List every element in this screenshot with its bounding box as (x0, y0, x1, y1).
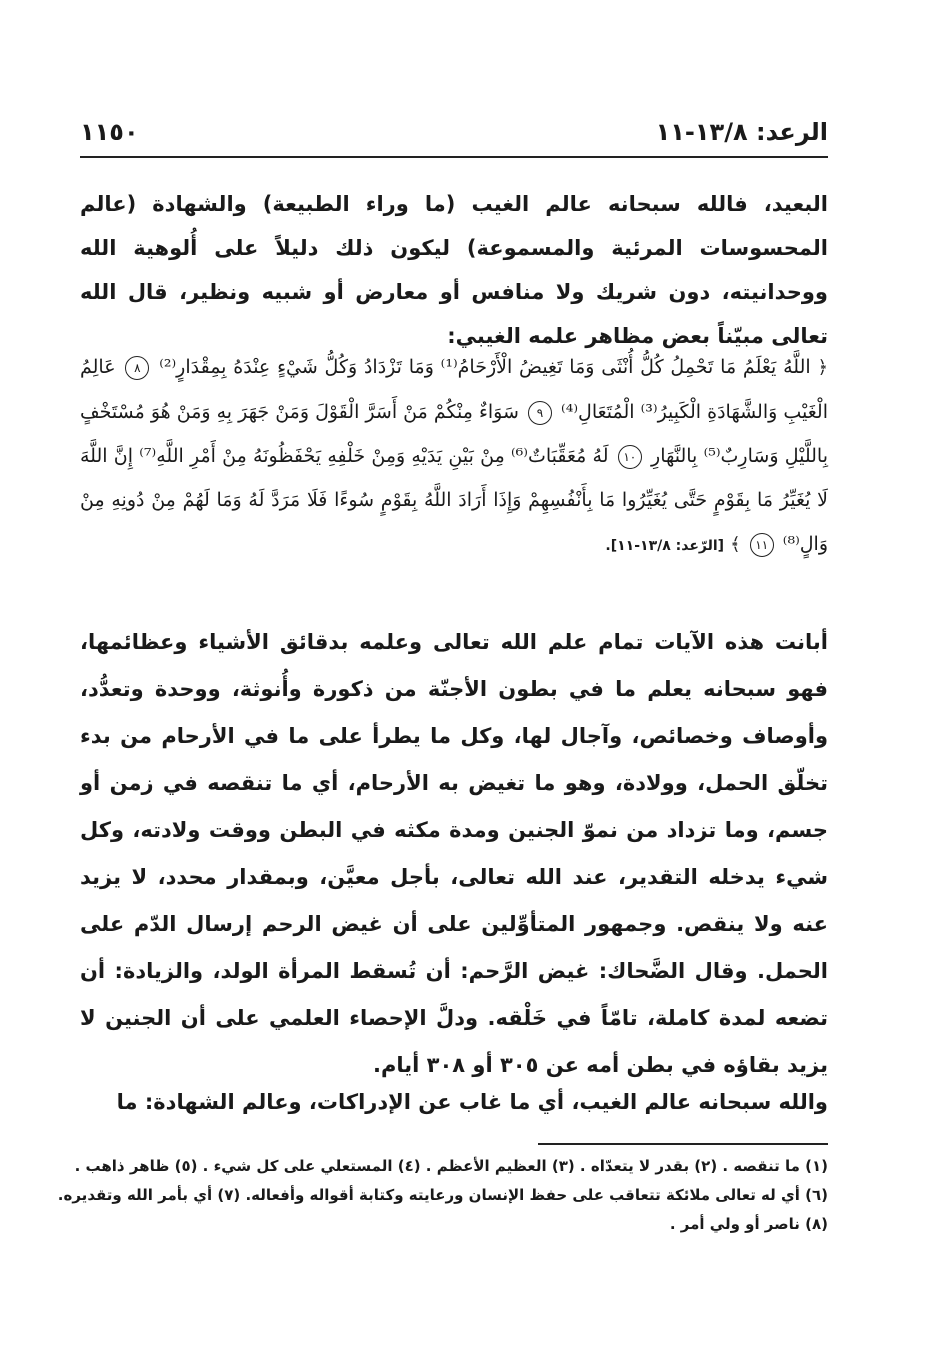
ayah-number-marker: ٩ (528, 401, 552, 425)
verse-11-text: لَهُ مُعَقِّبَاتٌ⁽⁶⁾ مِنْ بَيْنِ يَدَيْهِ وَمِنْ خَلْفِهِ يَحْفَظُونَهُ مِنْ أَمْرِ اللَّهِ⁽⁷⁾ إِنَّ اللَّهَ لَا يُغَيِّرُ مَا بِقَوْمٍ حَتَّى يُغَيِّرُوا مَا بِأَنْفُسِهِمْ وَإِذَا أَرَادَ اللَّهُ بِقَوْمٍ سُوءًا فَلَا مَرَدَّ لَهُ وَمَا لَهُمْ مِنْ دُونِهِ مِنْ وَالٍ⁽⁸⁾ (80, 445, 828, 555)
footnotes (57, 1152, 828, 1239)
verse-10-text: سَوَاءٌ مِنْكُمْ مَنْ أَسَرَّ الْقَوْلَ وَمَنْ جَهَرَ بِهِ وَمَنْ هُوَ مُسْتَخْفٍ بِاللَّيْلِ وَسَارِبٌ⁽⁵⁾ بِالنَّهَارِ (80, 401, 829, 467)
footnote-line: (١) ما تنقصه . (٢) بقدر لا يتعدّاه . (٣) العظيم الأعظم . (٤) المستعلي على كل شيء . (٥) ظاهر ذاهب . (74, 1157, 828, 1175)
ayah-number-marker: ٨ (125, 356, 149, 380)
ayah-number-marker: ١٠ (618, 445, 642, 469)
closing-paragraph: والله سبحانه عالم الغيب، أي ما غاب عن الإدراكات، وعالم الشهادة: ما (116, 1090, 828, 1114)
commentary-paragraph: أبانت هذه الآيات تمام علم الله تعالى وعلمه بدقائق الأشياء وعظائمها، فهو سبحانه يعلم ما في بطون الأجنّة من ذكورة وأُنوثة، ووحدة وتعدُّد، وأوصاف وخصائص، وآجال لها، وكل ما يطرأ على ما في الأرحام من بدء تخلّق الحمل، وولادة، وهو ما تغيض به الأرحام، أي ما تنقصه في زمن أو جسم، وما تزداد من نموّ الجنين ومدة مكثه في البطن ووقت ولادته، وكل شيء يدخله التقدير، عند الله تعالى، بأجل معيَّن، وبمقدار محدد، لا يزيد عنه ولا ينقص. وجمهور المتأوِّلين على أن غيض الرحم إرسال الدّم على الحمل. وقال الضَّحاك: غيض الرَّحم: أن تُسقط المرأة الولد، والزيادة: أن تضعه لمدة كاملة، تامّاً في خَلْقه. ودلَّ الإحصاء العلمي على أن الجنين لا يزيد بقاؤه في بطن أمه عن ٣٠٥ أو ٣٠٨ أيام. (80, 630, 828, 1077)
footnote-line: (٨) ناصر أو ولي أمر . (669, 1215, 828, 1233)
surah-reference: [الرّعد: ١٣/٨-١١]. (605, 538, 725, 554)
ornate-bracket-close: ﴾ (730, 534, 741, 555)
ayah-number-marker: ١١ (750, 533, 774, 557)
page-number: ١١٥٠ (80, 118, 139, 146)
verse-8-text: اللَّهُ يَعْلَمُ مَا تَحْمِلُ كُلُّ أُنْثَى وَمَا تَغِيضُ الْأَرْحَامُ⁽¹⁾ وَمَا تَزْدَادُ وَكُلُّ شَيْءٍ عِنْدَهُ بِمِقْدَارٍ⁽²⁾ (159, 356, 811, 378)
intro-paragraph: البعيد، فالله سبحانه عالم الغيب (ما وراء الطبيعة) والشهادة (عالم المحسوسات المرئية والمسموعة) ليكون ذلك دليلاً على أُلوهية الله ووحدانيته، دون شريك ولا منافس أو معارض أو شبيه ونظير، قال الله تعالى مبيّناً بعض مظاهر علمه الغيبي: (80, 192, 828, 348)
verse-9-text: عَالِمُ الْغَيْبِ وَالشَّهَادَةِ الْكَبِيرُ⁽³⁾ الْمُتَعَالِ⁽⁴⁾ (80, 356, 828, 423)
ornate-bracket-open: ﴿ (817, 357, 829, 378)
chapter-reference: الرعد: ١٣/٨-١١ (655, 118, 828, 146)
book-page (57, 0, 829, 1369)
footnote-divider (538, 1143, 828, 1145)
footnote-line: (٦) أي له تعالى ملائكة تتعاقب على حفظ الإنسان ورعايته وكتابة أقواله وأفعاله. (٧) أي بأمر الله وتقديره. (57, 1186, 828, 1204)
running-header (80, 112, 828, 158)
quran-verses (80, 345, 828, 568)
